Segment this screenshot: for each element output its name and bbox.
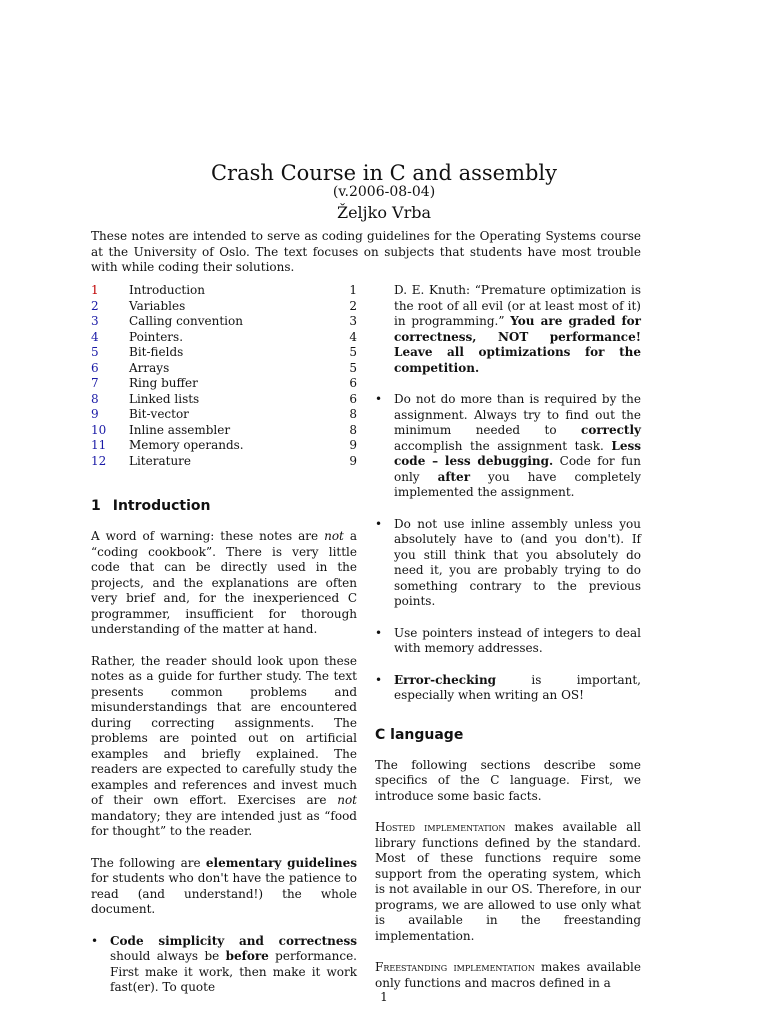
toc-entry[interactable]: 7 Ring buffer 6 <box>91 376 357 390</box>
page-number: 1 <box>380 990 388 1004</box>
toc-entry[interactable]: 10 Inline assembler 8 <box>91 422 357 437</box>
toc-entry[interactable]: 5 Bit-fields 5 <box>91 345 357 359</box>
toc-entry[interactable]: 4 Pointers. 4 <box>91 329 357 344</box>
c-paragraph-3: Freestanding implementation makes available only functions and macros defined in a <box>375 960 641 990</box>
toc-entry[interactable]: 3 Calling convention 3 <box>91 314 357 328</box>
intro-paragraph-1: A word of warning: these notes are not a “coding cookbook”. There is very little code that can be directly used in the projects, and the explanations are often very brief and, for the inexperienced C programmer, insufficient for thorough understanding of the matter at hand. <box>91 529 357 636</box>
toc-entry[interactable]: 6 Arrays 5 <box>91 360 357 375</box>
toc-entry[interactable]: 11 Memory operands. 9 <box>91 438 357 452</box>
toc-entry[interactable]: 12 Literature 9 <box>91 453 357 468</box>
c-paragraph-2: Hosted implementation makes available all library functions defined by the standard. Most of these functions require some support from the operating system, which is not available in our OS. Therefore, in our programs, we are allowed to use only what is available in the freestanding implementation. <box>375 820 641 943</box>
toc-entry[interactable]: 2 Variables 2 <box>91 298 357 313</box>
intro-paragraph-3: The following are elementary guidelines for students who don't have the patience to read (and understand!) the whole document. <box>91 855 358 916</box>
left-column <box>91 283 357 1012</box>
guideline-bullet-1: • Code simplicity and correctness should always be before performance. First make it work, then make it work fast(er). To quote <box>91 934 357 996</box>
section-heading-c-language: C language <box>375 726 464 743</box>
paper-title: Crash Course in C and assembly <box>210 161 558 185</box>
paper-version: (v.2006-08-04) <box>332 184 436 200</box>
right-column <box>375 283 641 1007</box>
toc-entry[interactable]: 9 Bit-vector 8 <box>91 407 357 421</box>
section-heading-introduction: 1 Introduction <box>91 498 211 514</box>
guideline-bullet-5: • Error-checking is important, especially when writing an OS! <box>375 673 641 704</box>
guideline-bullet-3: • Do not use inline assembly unless you absolutely have to (and you don't). If you still think that you absolutely do need it, you are probably trying to do something contrary to the previous points. <box>375 517 641 610</box>
abstract: These notes are intended to serve as coding guidelines for the Operating Systems course at the University of Oslo. The text focuses on subjects that students have most trouble with while coding their solutions. <box>91 229 641 274</box>
table-of-contents <box>91 283 357 469</box>
guideline-bullet-4: • Use pointers instead of integers to deal with memory addresses. <box>375 626 641 657</box>
guideline-bullet-2: • Do not do more than is required by the assignment. Always try to find out the minimum needed to correctly accomplish the assignment task. Less code – less debugging. Code for fun only after you have completely implemented the assignment. <box>375 392 641 501</box>
c-paragraph-1: The following sections describe some specifics of the C language. First, we introduce some basic facts. <box>375 757 641 803</box>
intro-paragraph-2: Rather, the reader should look upon these notes as a guide for further study. The text presents common problems and misunderstandings that are encountered during correcting assignments. The problems are pointed out on artificial examples and briefly explained. The readers are expected to carefully study the examples and references and invest much of their own effort. Exercises are not mandatory; they are intended just as “food for thought” to the reader. <box>91 653 357 838</box>
guideline-bullet-1-continued: D. E. Knuth: “Premature optimization is the root of all evil (or at least most of it) in programming.” You are graded for correctness, NOT performance! Leave all optimizations for the competition. <box>394 283 641 375</box>
toc-entry[interactable]: 1 Introduction 1 <box>91 283 357 297</box>
toc-entry[interactable]: 8 Linked lists 6 <box>91 391 357 406</box>
paper-author: Željko Vrba <box>336 203 432 222</box>
